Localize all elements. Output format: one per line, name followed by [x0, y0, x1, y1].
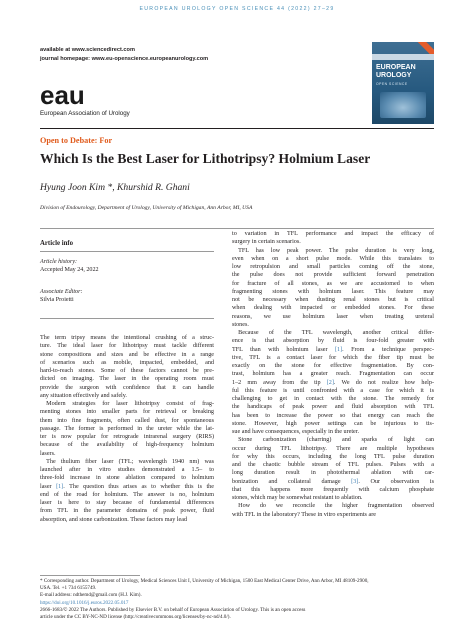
body-text-line: The thulium fiber laser (TFL; wavelength 1940 nm) was — [40, 458, 214, 465]
body-text-line: laser is here to stay because of fundamental differences — [40, 500, 214, 506]
body-text-line: dicted on imaging. The laser in the operating room must — [40, 376, 214, 383]
body-text-line: Modern strategies for laser lithotripsy consist of frag- — [40, 401, 214, 407]
associate-editor-value: Silvia Proietti — [40, 297, 74, 303]
body-left-column — [40, 334, 214, 524]
copyright-line: article under the CC BY-NC-ND license (http://creativecommons.org/licenses/by-nc-nd/4.0/). — [40, 613, 231, 620]
citation-link[interactable]: [2] — [326, 379, 334, 386]
article-title: Which Is the Best Laser for Lithotripsy? Holmium Laser — [40, 151, 371, 166]
body-text-line: stone. However, high power settings can be injurious to tis- — [232, 420, 434, 427]
body-text-line: provide the surgeon with confidence that it can handle — [40, 384, 214, 391]
title-rule — [40, 228, 434, 229]
body-text-line: TFL has low peak power. The pulse duration is very long, — [232, 247, 434, 254]
journal-header — [40, 42, 434, 124]
body-text-line: the handicaps of peak power and fluid absorption with TFL — [232, 404, 434, 411]
cover-subtitle: OPEN SCIENCE — [376, 82, 408, 86]
body-text-line: 1–2 mm away from the tip [2]. We do not realize how help- — [232, 379, 434, 386]
body-text-line: lasers. — [40, 450, 56, 457]
cover-band — [372, 54, 434, 60]
body-text-line: stones. — [232, 321, 249, 328]
article-info-heading: Article info — [40, 240, 74, 247]
body-right-column — [232, 230, 434, 519]
body-text-line: for fracture of all stones, as we are accustomed to when — [232, 280, 434, 287]
article-history-label: Article history: — [40, 259, 78, 265]
body-text-line: and the chaotic bubble stream of TFL pulses. Pulses with a — [232, 462, 434, 468]
affiliation: Division of Endourology, Department of Urology, University of Michigan, Ann Arbor, MI, USA — [40, 205, 253, 211]
body-text-line: exactly on the stone for effective fragmentation. By con- — [232, 363, 434, 369]
body-text-line: bonization and collateral damage [3]. Our observation is — [232, 478, 435, 485]
cover-title-line-1: EUROPEAN — [376, 64, 416, 71]
cover-title — [376, 64, 430, 80]
available-at-link[interactable]: available at www.sciencedirect.com — [40, 47, 135, 53]
body-text-line: with TFL in the laboratory? These in vitro experiments are — [232, 511, 376, 518]
copyright-line: 2666-1683/© 2022 The Authors. Published by Elsevier B.V. on behalf of European Association of Urology. This is an open access — [40, 607, 306, 614]
body-text-line: sue and have consequences, especially in the ureter. — [232, 429, 360, 435]
footnote-rule — [40, 575, 140, 576]
footnote-email-line: E-mail address: ndthemd@gmail.com (H.J. Kim). — [40, 591, 142, 598]
body-text-line: them into fine fragments, often called dust, for spontaneous — [40, 417, 214, 424]
header-rule — [40, 128, 434, 129]
body-text-line: three-fold increase in stone ablation compared to holmium — [40, 475, 214, 482]
article-info-rule — [40, 251, 214, 252]
associate-editor — [40, 288, 82, 304]
section-label: Open to Debate: For — [40, 136, 113, 145]
citation-link[interactable]: [1] — [56, 483, 64, 490]
body-text-line: surgery in certain scenarios. — [232, 239, 301, 246]
body-text-line: the pulse does not provide sufficient forward penetration — [232, 272, 434, 279]
body-text-line: absorption, and stone carbonization. These factors may lead — [40, 516, 188, 523]
body-text-line: that this happens more frequently with calcium phosphate — [232, 486, 434, 493]
body-text-line: How do we reconcile the higher fragmentation observed — [232, 503, 434, 510]
body-text-line: tive, TFL is a contact laser for which the fiber tip must be — [232, 354, 434, 361]
body-text-line: hard-to-reach stones. Some of these factors cannot be pre- — [40, 368, 214, 374]
footnotes — [40, 578, 434, 621]
body-text-line: from TFL in the parameter domains of peak power, fluid — [40, 508, 214, 515]
article-history — [40, 258, 99, 274]
body-text-line: not be necessary when dusting renal stones but is critical — [232, 297, 434, 303]
body-text-line: low retropulsion and small particles coming off the stone, — [232, 264, 434, 270]
body-text-line: launched after in vitro studies demonstrated a 1.5– to — [40, 467, 214, 473]
journal-homepage-link[interactable]: journal homepage: www.eu-openscience.europeanurology.com — [40, 56, 209, 62]
footnote-line: USA. Tel. +1 734 6155749. — [40, 584, 97, 591]
body-text-line: Because of the TFL wavelength, another critical differ- — [232, 330, 434, 336]
body-text-line: any situation effectively and safely. — [40, 392, 127, 399]
body-text-line: reasons, we use holmium laser when treating ureteral — [232, 313, 434, 320]
body-text-line: occur during TFL lithotripsy. There are multiple hypotheses — [232, 445, 434, 452]
citation-link[interactable]: [1] — [334, 346, 343, 353]
body-text-line: challenging to get in contact with the stone. The remedy for — [232, 396, 434, 402]
body-text-line: stones, which may be somewhat resistant to ablation. — [232, 495, 363, 501]
body-text-line: ture. The ideal laser for lithotripsy must tackle different — [40, 343, 214, 350]
journal-cover-thumbnail[interactable] — [372, 42, 434, 124]
body-text-line: laser [1]. The question thus arises as to whether this is the — [40, 483, 214, 490]
cover-title-line-2: UROLOGY — [376, 72, 412, 79]
citation-link[interactable]: [3] — [351, 478, 359, 485]
cover-image — [380, 92, 426, 118]
body-text-line: has been to increase the power so that energy can reach the — [232, 412, 434, 419]
running-head: EUROPEAN UROLOGY OPEN SCIENCE 44 (2022) 27–29 — [139, 6, 335, 12]
author-list: Hyung Joon Kim *, Khurshid R. Ghani — [40, 182, 190, 193]
body-text-line: because of the availability of high-frequency holmium — [40, 442, 214, 449]
article-history-value: Accepted May 24, 2022 — [40, 267, 99, 273]
body-text-line: ter is now popular for retrograde intrarenal surgery (RIRS) — [40, 434, 214, 440]
body-text-line: stone compositions and sizes and be effective in a range — [40, 351, 214, 358]
body-text-line: even when on a short pulse mode. While this translates to — [232, 255, 434, 262]
eau-logo-subtitle: European Association of Urology — [40, 110, 130, 117]
body-text-line: The term tripsy means the intentional crushing of a struc- — [40, 335, 214, 341]
body-text-line: menting stones into smaller parts for retrieval or breaking — [40, 409, 214, 416]
body-text-line: long duration result in photothermal ablation with car- — [232, 470, 434, 477]
body-text-line: for why this occurs, including the long TFL pulse duration — [232, 453, 434, 460]
body-text-line: to variation in TFL performance and impact the efficacy of — [232, 231, 434, 237]
eau-logo-text: eau — [40, 82, 85, 110]
journal-links — [40, 46, 208, 64]
doi-link[interactable]: https://doi.org/10.1016/j.euros.2022.05.017 — [40, 600, 129, 607]
body-text-line: ful this feature is until confronted with a case for which it is — [232, 387, 434, 394]
associate-editor-label: Associate Editor: — [40, 289, 83, 295]
body-text-line: passage. The former is performed in the ureter while the lat- — [40, 425, 214, 432]
body-text-line: ence is that absorption by fluid is four-fold greater with — [232, 338, 434, 345]
article-info-bottom-rule — [40, 318, 214, 319]
footnote-line: * Corresponding author. Department of Urology, Medical Sciences Unit I, University of Michigan, 1500 East Medical Center Drive, Ann Arbor, MI 48109-2900, — [40, 578, 369, 584]
body-text-line: when dealing with impacted or embedded stones. For these — [232, 305, 434, 312]
eau-logo — [40, 82, 200, 118]
body-text-line: fragmenting stones with holmium laser. This feature may — [232, 288, 434, 295]
body-text-line: end of the road for holmium. The answer is no, holmium — [40, 491, 214, 498]
body-text-line: trast, holmium has a greater reach. Fragmentation can occur — [232, 371, 434, 378]
body-text-line: of scenarios such as mobile, impacted, embedded, and — [40, 359, 214, 366]
body-text-line: Stone carbonization (charring) and sparks of light can — [232, 437, 434, 444]
body-text-line: TFL than with holmium laser [1]. From a technique perspec- — [232, 346, 435, 353]
